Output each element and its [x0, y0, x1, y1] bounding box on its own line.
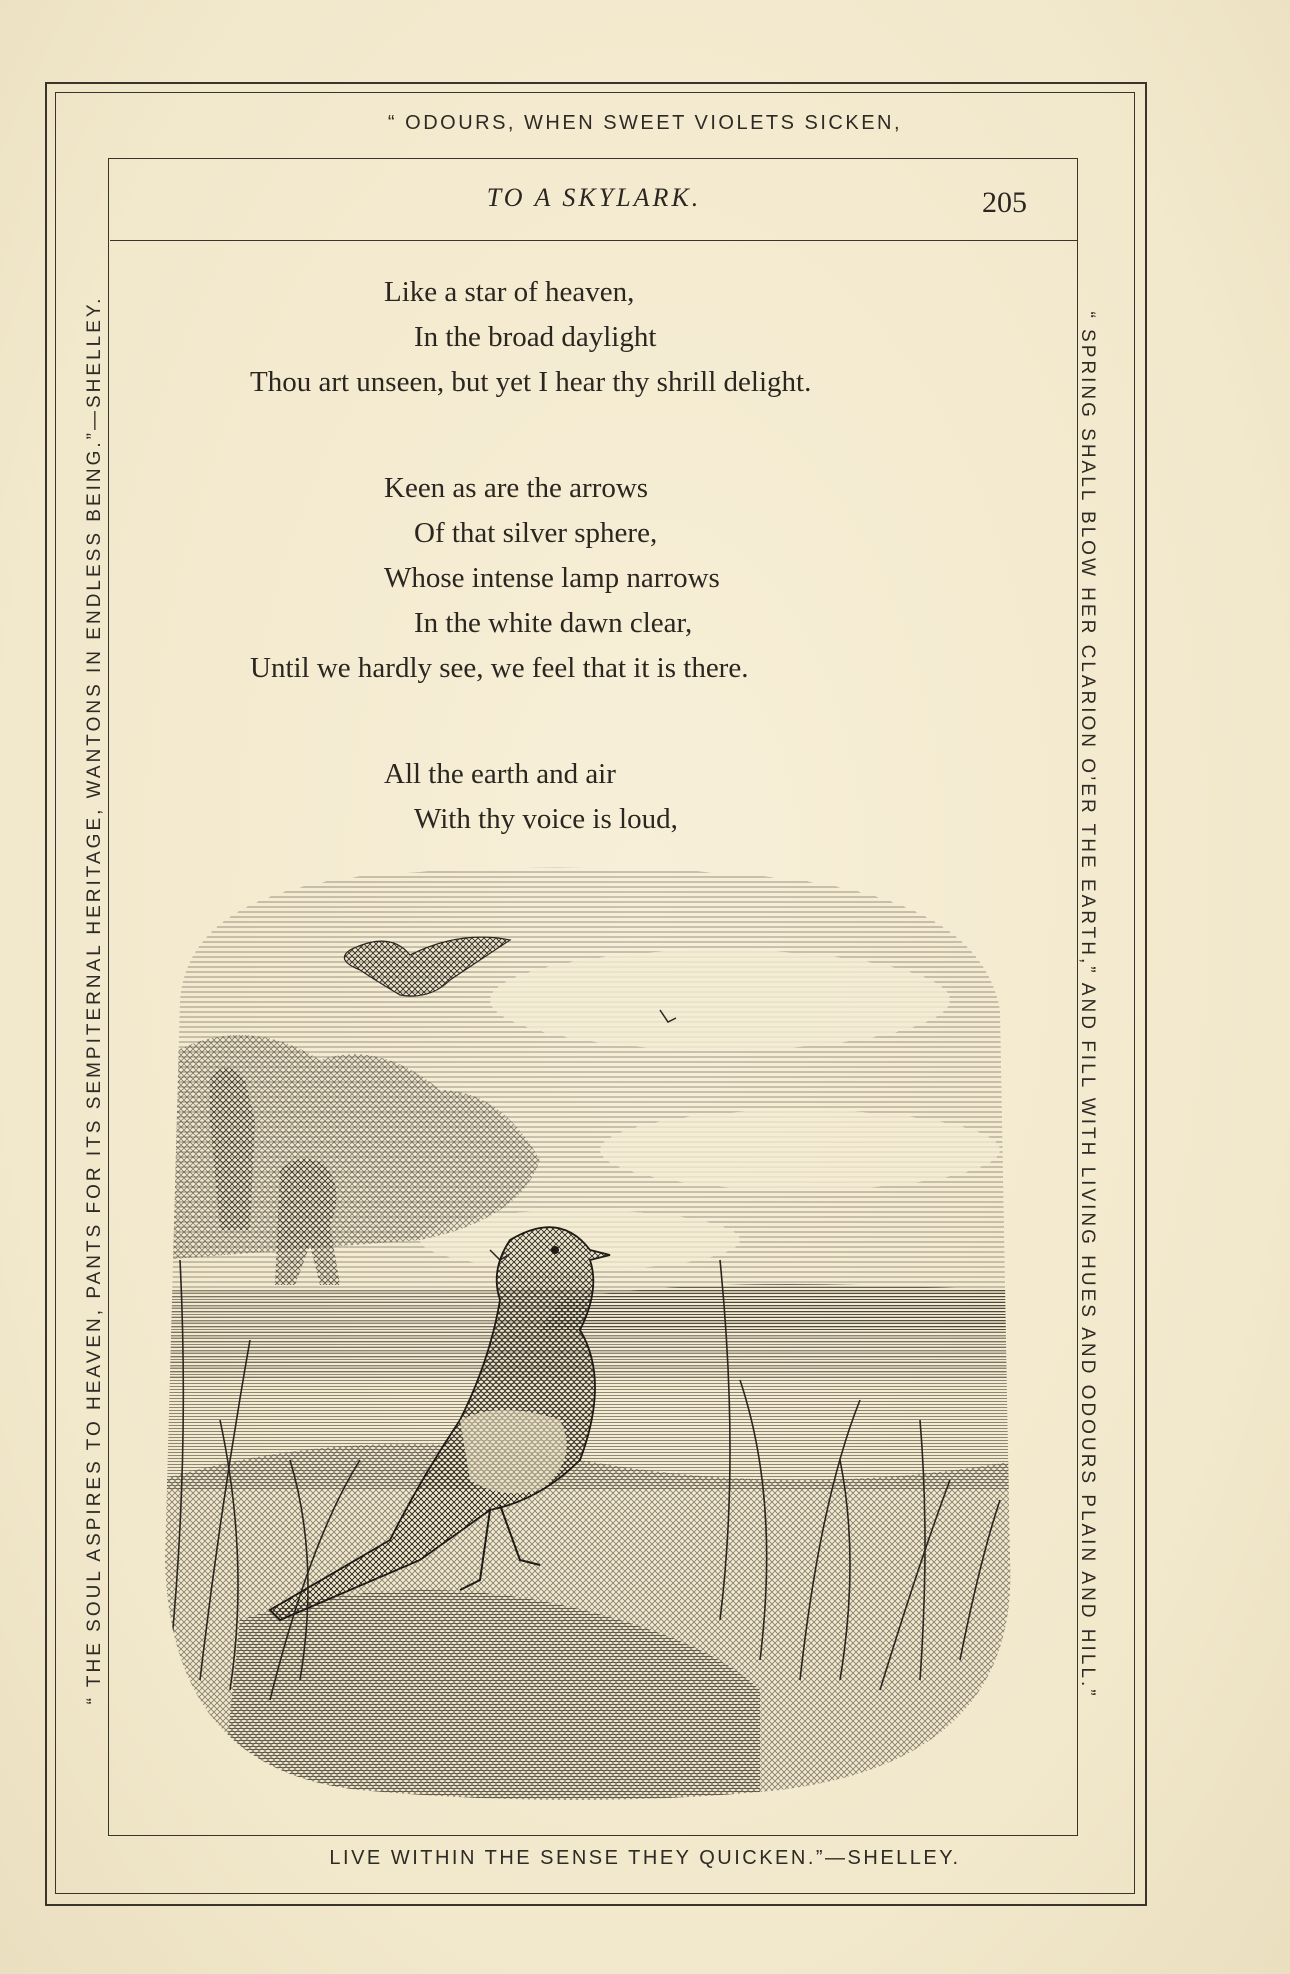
- poem-line: All the earth and air: [384, 758, 616, 790]
- poem-line: Thou art unseen, but yet I hear thy shrill delight.: [250, 366, 812, 398]
- border-quote-right: “ SPRING SHALL BLOW HER CLARION O’ER THE EARTH,” AND FILL WITH LIVING HUES AND ODOURS PLAIN AND HILL.”: [1077, 311, 1098, 1699]
- border-quote-bottom: LIVE WITHIN THE SENSE THEY QUICKEN.”—SHELLEY.: [329, 1847, 961, 1869]
- poem-line: Until we hardly see, we feel that it is there.: [250, 652, 749, 684]
- poem-line: With thy voice is loud,: [414, 803, 678, 835]
- poem-line: Of that silver sphere,: [414, 517, 658, 549]
- running-head-title: TO A SKYLARK.: [486, 183, 702, 212]
- poem-line: In the white dawn clear,: [414, 607, 693, 639]
- poem-line: Whose intense lamp narrows: [384, 562, 720, 594]
- border-quote-left: “ THE SOUL ASPIRES TO HEAVEN, PANTS FOR ITS SEMPITERNAL HERITAGE, WANTONS IN ENDLESS BEING.”—SHELLEY.: [84, 295, 105, 1705]
- header-rule: [110, 240, 1078, 241]
- poem-line: Keen as are the arrows: [384, 472, 649, 504]
- skylark-engraving: [160, 860, 1020, 1810]
- poem-line: Like a star of heaven,: [384, 276, 635, 308]
- poem-line: In the broad daylight: [414, 321, 657, 353]
- page-number: 205: [982, 186, 1027, 219]
- border-quote-top: “ ODOURS, WHEN SWEET VIOLETS SICKEN,: [387, 112, 903, 134]
